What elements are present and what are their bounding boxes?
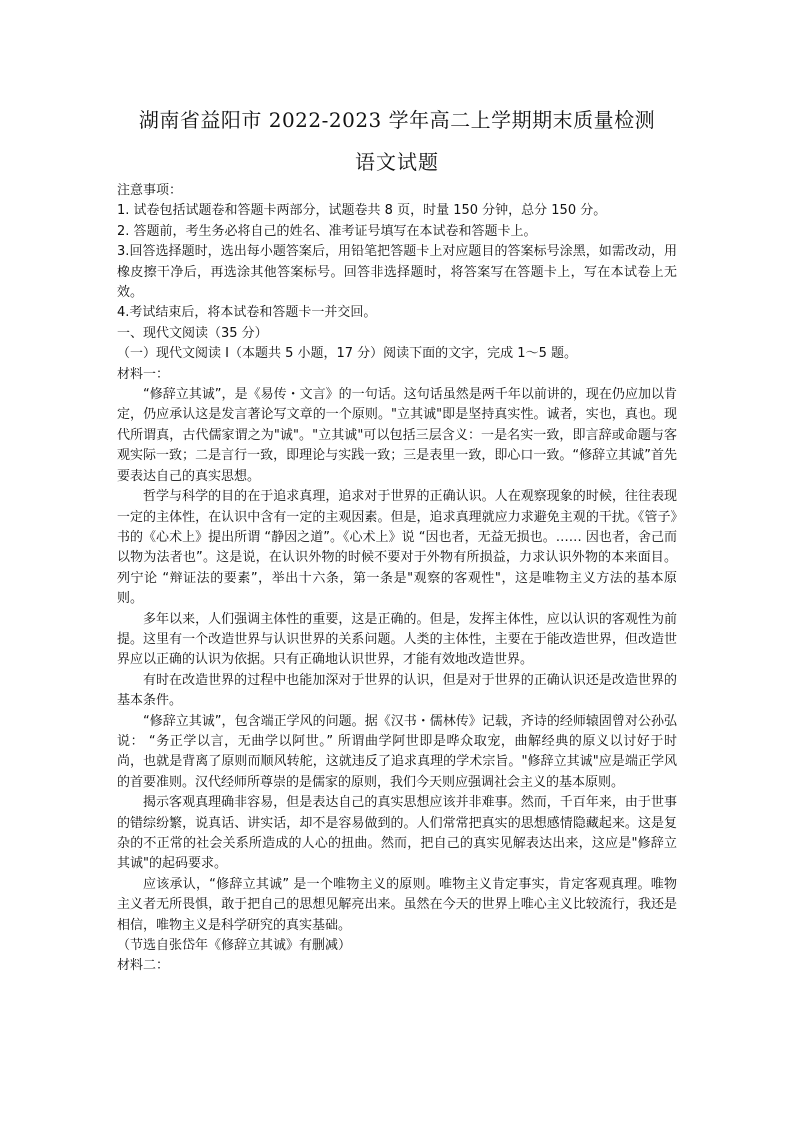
- source-citation: （节选自张岱年《修辞立其诚》有删减）: [117, 938, 352, 954]
- paragraph: 多年以来，人们强调主体性的重要，这是正确的。但是，发挥主体性，应以认识的客观性为前提。这里有一个改造世界与认识世界的关系问题。人类的主体性，主要在于能改造世界，但改造世界应以正确的认识为依据。只有正确地认识世界，才能有效地改造世界。: [117, 611, 677, 668]
- page-subtitle: 语文试题: [355, 150, 439, 174]
- paragraph: 哲学与科学的目的在于追求真理，追求对于世界的正确认识。人在观察现象的时候，往往表现一定的主体性，在认识中含有一定的主观因素。但是，追求真理就应力求避免主观的干扰。《管子》书的《心术上》提出所谓 “静因之道”。《心术上》说 “因也者，无益无损也。…… 因也者，舍己而以物为法者也”。这是说，在认识外物的时候不要对于外物有所损益，力求认识外物的本来面目。列宁论 “辩证法的要素”，举出十六条，第一条是"观察的客观性"，这是唯物主义方法的基本原则。: [117, 489, 677, 607]
- paragraph: 有时在改造世界的过程中也能加深对于世界的认识，但是对于世界的正确认识还是改造世界的基本条件。: [117, 672, 677, 709]
- paragraph: 揭示客观真理确非容易，但是表达自己的真实思想应该并非难事。然而，千百年来，由于世事的错综纷繁，说真话、讲实话，却不是容易做到的。人们常常把真实的思想感情隐藏起来。这是复杂的不正常的社会关系所造成的人心的扭曲。然而，把自己的真实见解表达出来，这应是"修辞立其诚"的起码要求。: [117, 795, 677, 872]
- notice-heading: 注意事项：: [117, 183, 183, 198]
- notice-item: 1. 试卷包括试题卷和答题卡两部分，试题卷共 8 页，时量 150 分钟，总分 150 分。: [117, 203, 607, 219]
- paragraph: 应该承认，“修辞立其诚” 是一个唯物主义的原则。唯物主义肯定事实，肯定客观真理。唯物主义者无所畏惧，敢于把自己的思想见解亮出来。虽然在今天的世界上唯心主义比较流行，我还是相信，唯物主义是科学研究的真实基础。: [117, 876, 677, 933]
- material-label: 材料一：: [117, 366, 170, 382]
- notice-item: 3.回答选择题时，选出每小题答案后，用铅笔把答题卡上对应题目的答案标号涂黑，如需改动，用橡皮擦干净后，再选涂其他答案标号。回答非选择题时，将答案写在答题卡上，写在本试卷上无效。: [117, 244, 677, 301]
- section-subheading: （一）现代文阅读 I（本题共 5 小题，17 分）阅读下面的文字，完成 1～5 题。: [117, 346, 577, 362]
- page-title: 湖南省益阳市 2022-2023 学年高二上学期期末质量检测: [138, 108, 656, 132]
- section-heading: 一、现代文阅读（35 分）: [117, 325, 268, 341]
- paragraph: “修辞立其诚”，包含端正学风的问题。据《汉书・儒林传》记载，齐诗的经师辕固曾对公孙弘说： “务正学以言，无曲学以阿世。” 所谓曲学阿世即是哗众取宠，曲解经典的原义以讨好于时尚，也就是背离了原则而顺风转舵，这就违反了追求真理的学术宗旨。"修辞立其诚"应是端正学风的首要准则。汉代经师所尊崇的是儒家的原则，我们今天则应强调社会主义的基本原则。: [117, 713, 677, 790]
- notice-item: 2. 答题前，考生务必将自己的姓名、准考证号填写在本试卷和答题卡上。: [117, 223, 537, 239]
- paragraph: “修辞立其诚”，是《易传・文言》的一句话。这句话虽然是两千年以前讲的，现在仍应加以肯定，仍应承认这是发言著论写文章的一个原则。"立其诚"即是坚持真实性。诚者，实也，真也。现代所谓真，古代儒家谓之为"诚"。"立其诚"可以包括三层含义：一是名实一致，即言辞或命题与客观实际一致；二是言行一致，即理论与实践一致；三是表里一致，即心口一致。“修辞立其诚”首先要表达自己的真实思想。: [117, 387, 677, 484]
- material-label: 材料二：: [117, 958, 170, 974]
- document-body: [117, 181, 677, 977]
- notice-item: 4.考试结束后，将本试卷和答题卡一并交回。: [117, 305, 377, 321]
